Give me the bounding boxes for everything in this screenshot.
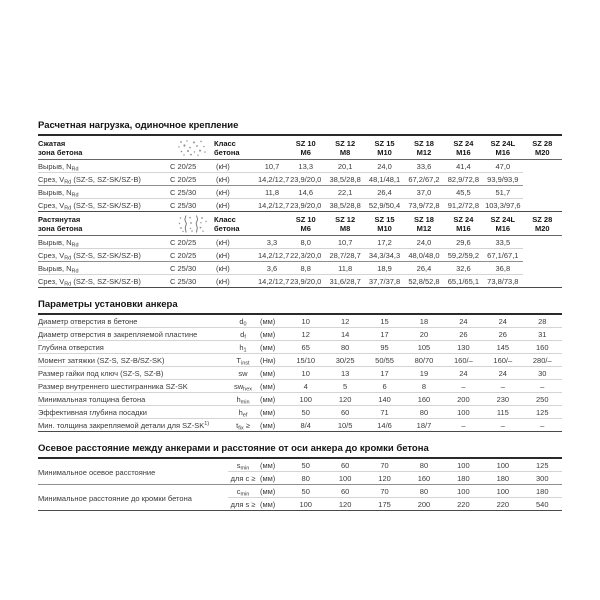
parameter-value: – — [444, 419, 483, 432]
parameter-value: 8 — [404, 380, 443, 393]
parameter-value: – — [483, 380, 522, 393]
parameter-value: 250 — [523, 393, 562, 406]
spacing-value: 100 — [496, 461, 510, 470]
load-value: 41,4 — [456, 162, 471, 171]
load-value: 38,5/28,8 — [325, 199, 364, 212]
concrete-tensioned-icon-cell — [170, 212, 214, 236]
load-value: 10,7 — [337, 238, 353, 247]
parameter-label: Диаметр отверстия в закрепляемой пластине — [38, 328, 228, 341]
spacing-value: 200 — [404, 498, 443, 511]
load-value: 82,9/72,8 — [444, 173, 483, 186]
unit: (кН) — [214, 186, 258, 199]
concrete-class: C 25/30 — [170, 275, 214, 288]
spacing-value: 180 — [483, 472, 522, 485]
install-row — [38, 367, 562, 380]
load-value: 26,4 — [365, 186, 404, 199]
column-header — [523, 136, 562, 160]
parameter-value: 120 — [325, 393, 364, 406]
section-spacing-title: Осевое расстояние между анкерами и расстояние от оси анкера до кромки бетона — [38, 443, 562, 459]
column-header — [365, 136, 404, 160]
column-header — [404, 212, 443, 236]
column-header — [404, 136, 443, 160]
zone-label: Сжатая зона бетона — [38, 136, 170, 160]
parameter-value: 5 — [325, 380, 364, 393]
thread-size: M12 — [416, 224, 432, 233]
load-value: 32,6 — [444, 262, 483, 275]
parameter-value: 100 — [444, 406, 483, 419]
load-value: 22,3/20,0 — [286, 249, 325, 262]
parameter-value: 160/– — [444, 354, 483, 367]
load-row — [38, 160, 562, 173]
spacing-value: 120 — [365, 472, 404, 485]
parameter-value: 65 — [286, 341, 325, 354]
load-value: 33,5 — [495, 238, 511, 247]
load-value: 73,8/73,8 — [483, 275, 522, 288]
load-value: 8,8 — [286, 262, 325, 275]
unit: (мм) — [258, 328, 286, 341]
zone-label: Растянутая зона бетона — [38, 212, 170, 236]
load-value: 38,5/28,8 — [325, 173, 364, 186]
parameter-value: 10 — [301, 317, 310, 326]
model-name: SZ 24L — [490, 139, 516, 148]
unit: (кН) — [216, 162, 230, 171]
column-header — [325, 136, 364, 160]
parameter-value: 130 — [444, 341, 483, 354]
load-header-row — [38, 136, 562, 160]
parameter-value: 80/70 — [404, 354, 443, 367]
parameter-label: Мин. толщина закрепляемой детали для SZ-SK$^{1)}$ — [38, 419, 228, 432]
load-value: 23,9/20,0 — [286, 275, 325, 288]
model-name: SZ 28 — [532, 215, 553, 224]
concrete-class: C 20/25 — [170, 173, 214, 186]
load-value: 65,1/65,1 — [444, 275, 483, 288]
load-value: 37,7/37,8 — [365, 275, 404, 288]
concrete-class: C 25/30 — [170, 199, 214, 212]
column-header — [444, 212, 483, 236]
parameter-value: 80 — [404, 406, 443, 419]
load-table-tensioned-zone — [38, 212, 562, 288]
unit: (мм) — [258, 393, 286, 406]
spacing-label: Минимальное расстояние до кромки бетона — [38, 485, 228, 511]
load-value: 14,2/12,7 — [258, 249, 286, 262]
load-value: 31,6/28,7 — [325, 275, 364, 288]
parameter-label: Диаметр отверстия в бетоне — [38, 317, 138, 326]
load-row-label: Срез, $V_{Rd}$ (SZ-S, SZ-SK/SZ-B) — [38, 173, 170, 186]
load-header-row — [38, 212, 562, 236]
spacing-label: Минимальное осевое расстояние — [38, 467, 156, 477]
unit: (мм) — [258, 341, 286, 354]
unit: (мм) — [258, 419, 286, 432]
parameter-symbol: $sw_{hex}$ — [228, 380, 258, 393]
spacing-row — [38, 485, 562, 498]
parameter-value: 105 — [404, 341, 443, 354]
column-header — [444, 136, 483, 160]
load-value: 8,0 — [300, 238, 311, 247]
thread-size: M8 — [339, 148, 351, 157]
model-name: SZ 12 — [335, 139, 356, 148]
load-value: 67,1/67,1 — [483, 249, 522, 262]
unit: (мм) — [260, 461, 276, 470]
parameter-value: – — [444, 380, 483, 393]
spacing-row — [38, 459, 562, 472]
load-value: 11,8 — [325, 262, 364, 275]
parameter-value: 12 — [340, 317, 350, 326]
model-name: SZ 15 — [374, 215, 395, 224]
model-name: SZ 18 — [413, 139, 434, 148]
model-name: SZ 18 — [413, 215, 434, 224]
unit: (кН) — [216, 238, 230, 247]
spacing-value: 300 — [523, 472, 562, 485]
load-value: 51,7 — [483, 186, 522, 199]
parameter-value: – — [523, 419, 562, 432]
column-header — [523, 212, 562, 236]
unit: (мм) — [258, 485, 286, 498]
thread-size: M6 — [300, 224, 311, 233]
parameter-value: 100 — [286, 393, 325, 406]
parameter-value: 30/25 — [325, 354, 364, 367]
section-install-title: Параметры установки анкера — [38, 299, 562, 315]
parameter-symbol: $T_{inst}$ — [228, 354, 258, 367]
load-value: 36,8 — [483, 262, 522, 275]
parameter-value: 31 — [523, 328, 562, 341]
load-row — [38, 186, 562, 199]
concrete-class: C 20/25 — [170, 162, 197, 171]
thread-size: M16 — [456, 224, 471, 233]
concrete-class: C 20/25 — [170, 238, 197, 247]
spacing-value: 180 — [523, 485, 562, 498]
parameter-value: 15 — [380, 317, 389, 326]
parameter-value: 50 — [286, 406, 325, 419]
model-name: SZ 10 — [295, 139, 316, 148]
unit: (кН) — [214, 173, 258, 186]
spacing-value: 60 — [340, 461, 350, 470]
parameter-value: 18/7 — [404, 419, 443, 432]
install-row — [38, 354, 562, 367]
load-value: 23,9/20,0 — [286, 173, 325, 186]
parameter-symbol: $h_{ef}$ — [228, 406, 258, 419]
parameter-symbol: $t_{fix}$ ≥ — [228, 419, 258, 432]
unit: (кН) — [214, 199, 258, 212]
spacing-symbol: $c_{min}$ — [228, 485, 258, 498]
concrete-class: C 25/30 — [170, 186, 214, 199]
parameter-value: 10/5 — [325, 419, 364, 432]
parameter-value: 10 — [286, 367, 325, 380]
load-row — [38, 236, 562, 249]
unit: (мм) — [258, 380, 286, 393]
parameter-label: Минимальная толщина бетона — [38, 393, 228, 406]
model-name: SZ 24 — [453, 139, 474, 148]
load-row — [38, 173, 562, 186]
spacing-value: 50 — [286, 485, 325, 498]
parameter-value: 24 — [483, 367, 522, 380]
unit: (мм) — [258, 498, 286, 511]
parameter-label: Размер гайки под ключ (SZ-S, SZ-B) — [38, 367, 228, 380]
spacing-value: 80 — [404, 485, 443, 498]
spacing-value: 100 — [325, 472, 364, 485]
spacing-value: 125 — [536, 461, 549, 470]
parameter-value: 24 — [498, 317, 507, 326]
parameter-value: 140 — [365, 393, 404, 406]
thread-size: M8 — [339, 224, 351, 233]
parameter-value: 17 — [365, 367, 404, 380]
load-value: 73,9/72,8 — [404, 199, 443, 212]
section-spacing — [38, 443, 562, 511]
install-row — [38, 406, 562, 419]
parameter-value: 18 — [419, 317, 429, 326]
column-header — [483, 136, 522, 160]
parameter-value: 14/6 — [365, 419, 404, 432]
spacing-value: 70 — [380, 461, 389, 470]
parameter-value: 15/10 — [286, 354, 325, 367]
parameter-symbol: $h_1$ — [228, 341, 258, 354]
parameter-label: Глубина отверстия — [38, 341, 228, 354]
concrete-class-header: Класс бетона — [214, 136, 258, 160]
load-value: 11,8 — [258, 186, 286, 199]
parameter-value: 160 — [404, 393, 443, 406]
load-value: 22,1 — [325, 186, 364, 199]
load-row-label: Срез, $V_{Rd}$ (SZ-S, SZ-SK/SZ-B) — [38, 249, 170, 262]
unit-header — [258, 212, 286, 236]
load-value: 23,9/20,0 — [286, 199, 325, 212]
spacing-value: 540 — [523, 498, 562, 511]
parameter-value: 13 — [325, 367, 364, 380]
spacing-value: 220 — [483, 498, 522, 511]
spacing-value: 100 — [483, 485, 522, 498]
load-value: 48,1/48,1 — [365, 173, 404, 186]
model-name: SZ 24L — [490, 215, 516, 224]
load-value: 18,9 — [365, 262, 404, 275]
thread-size: M6 — [300, 148, 311, 157]
model-name: SZ 28 — [532, 139, 553, 148]
parameter-value: – — [523, 380, 562, 393]
parameter-value: 14 — [325, 328, 364, 341]
parameter-value: 26 — [444, 328, 483, 341]
load-row-label: Вырыв, $N_{Rd}$ — [38, 162, 79, 173]
load-value: 3,3 — [266, 238, 278, 247]
parameter-value: 30 — [523, 367, 562, 380]
unit: (кН) — [214, 275, 258, 288]
datasheet-content — [38, 120, 562, 522]
thread-size: M16 — [456, 148, 471, 157]
load-value: 3,6 — [258, 262, 286, 275]
load-value: 14,2/12,7 — [258, 173, 286, 186]
install-row — [38, 315, 562, 328]
unit-header — [258, 136, 286, 160]
parameter-value: 60 — [325, 406, 364, 419]
concrete-class-header: Класс бетона — [214, 212, 258, 236]
spacing-value: 120 — [325, 498, 364, 511]
load-value: 26,4 — [404, 262, 443, 275]
parameter-value: 20 — [404, 328, 443, 341]
load-value: 10,7 — [264, 162, 280, 171]
load-row-label: Срез, $V_{Rd}$ (SZ-S, SZ-SK/SZ-B) — [38, 275, 170, 288]
parameter-value: 50/55 — [365, 354, 404, 367]
load-value: 29,6 — [456, 238, 471, 247]
load-value: 13,3 — [298, 162, 314, 171]
load-value: 67,2/67,2 — [404, 173, 443, 186]
section-load-title: Расчетная нагрузка, одиночное крепление — [38, 120, 562, 136]
load-value: 14,6 — [286, 186, 325, 199]
thread-size: M16 — [495, 148, 511, 157]
parameter-value: 12 — [286, 328, 325, 341]
thread-size: M10 — [377, 148, 392, 157]
spacing-symbol: $s_{min}$ — [236, 461, 250, 472]
unit: (кН) — [214, 249, 258, 262]
load-value: 52,8/52,8 — [404, 275, 443, 288]
load-value: 48,0/48,0 — [404, 249, 443, 262]
parameter-value: 24 — [444, 367, 483, 380]
thread-size: M20 — [534, 148, 550, 157]
parameter-symbol: $h_{min}$ — [228, 393, 258, 406]
unit: (кН) — [214, 262, 258, 275]
concrete-compressed-icon-cell — [170, 136, 214, 160]
thread-size: M10 — [377, 224, 392, 233]
load-value: 34,3/34,3 — [365, 249, 404, 262]
load-value: 33,6 — [416, 162, 432, 171]
parameter-value: 28 — [538, 317, 547, 326]
parameter-value: – — [483, 419, 522, 432]
spacing-table — [38, 459, 562, 511]
load-value: 103,3/97,6 — [483, 199, 522, 212]
parameter-value: 95 — [365, 341, 404, 354]
thread-size: M12 — [416, 148, 432, 157]
install-row — [38, 341, 562, 354]
parameter-label: Эффективная глубина посадки — [38, 406, 228, 419]
parameter-value: 8/4 — [286, 419, 325, 432]
parameter-symbol: $d_f$ — [228, 328, 258, 341]
parameter-value: 71 — [365, 406, 404, 419]
load-row-label: Вырыв, $N_{Rd}$ — [38, 186, 170, 199]
parameter-label: Момент затяжки (SZ-S, SZ-B/SZ-SK) — [38, 354, 228, 367]
spacing-value: 70 — [365, 485, 404, 498]
concrete-tensioned-icon — [176, 215, 208, 233]
load-value: 24,0 — [416, 238, 432, 247]
unit: (мм) — [258, 472, 286, 485]
parameter-value: 160 — [523, 341, 562, 354]
parameter-value: 24 — [459, 317, 468, 326]
load-value: 45,5 — [444, 186, 483, 199]
spacing-value: 220 — [444, 498, 483, 511]
model-name: SZ 10 — [295, 215, 316, 224]
load-row-label: Срез, $V_{Rd}$ (SZ-S, SZ-SK/SZ-B) — [38, 199, 170, 212]
unit: (Нм) — [258, 354, 286, 367]
spacing-value: 80 — [419, 461, 429, 470]
spacing-value: 175 — [365, 498, 404, 511]
spacing-value: 160 — [404, 472, 443, 485]
spacing-value: 180 — [444, 472, 483, 485]
parameter-value: 160/– — [483, 354, 522, 367]
install-parameters-table — [38, 315, 562, 432]
load-value: 91,2/72,8 — [444, 199, 483, 212]
column-header — [483, 212, 522, 236]
load-value: 28,7/28,7 — [325, 249, 364, 262]
concrete-class: C 20/25 — [170, 249, 214, 262]
load-value: 52,9/50,4 — [365, 199, 404, 212]
column-header — [365, 212, 404, 236]
load-value: 20,1 — [337, 162, 353, 171]
load-row — [38, 275, 562, 288]
section-install — [38, 299, 562, 432]
parameter-value: 145 — [483, 341, 522, 354]
install-row — [38, 380, 562, 393]
load-value: 14,2/12,7 — [258, 199, 286, 212]
parameter-value: 26 — [483, 328, 522, 341]
load-row-label: Вырыв, $N_{Rd}$ — [38, 262, 170, 275]
parameter-symbol: sw — [228, 367, 258, 380]
thread-size: M16 — [495, 224, 511, 233]
install-row — [38, 328, 562, 341]
parameter-label: Размер внутреннего шестигранника SZ-SK — [38, 380, 228, 393]
column-header — [325, 212, 364, 236]
load-value: 14,2/12,7 — [258, 275, 286, 288]
section-load — [38, 120, 562, 288]
spacing-value: 50 — [301, 461, 310, 470]
load-value: 37,0 — [404, 186, 443, 199]
load-value: 24,0 — [377, 162, 392, 171]
column-header — [286, 136, 325, 160]
spacing-symbol: для s ≥ — [228, 498, 258, 511]
load-value: 17,2 — [377, 238, 392, 247]
concrete-class: C 25/30 — [170, 262, 214, 275]
spacing-value: 100 — [444, 485, 483, 498]
parameter-value: 19 — [404, 367, 443, 380]
install-row — [38, 419, 562, 432]
unit: (мм) — [258, 367, 286, 380]
load-table-compressed-zone — [38, 136, 562, 212]
parameter-value: 4 — [286, 380, 325, 393]
load-value: 59,2/59,2 — [444, 249, 483, 262]
parameter-value: 200 — [444, 393, 483, 406]
parameter-value: 80 — [325, 341, 364, 354]
spacing-value: 100 — [286, 498, 325, 511]
spacing-symbol: для c ≥ — [228, 472, 258, 485]
unit: (мм) — [258, 406, 286, 419]
install-row — [38, 393, 562, 406]
concrete-compressed-icon — [176, 139, 208, 157]
load-row — [38, 199, 562, 212]
load-row — [38, 262, 562, 275]
parameter-value: 125 — [523, 406, 562, 419]
load-value: 47,0 — [495, 162, 511, 171]
parameter-symbol: $d_0$ — [239, 317, 247, 328]
model-name: SZ 12 — [335, 215, 356, 224]
load-row — [38, 249, 562, 262]
thread-size: M20 — [534, 224, 550, 233]
load-value: 93,9/93,9 — [483, 173, 522, 186]
spacing-value: 60 — [325, 485, 364, 498]
parameter-value: 17 — [365, 328, 404, 341]
load-row-label: Вырыв, $N_{Rd}$ — [38, 238, 79, 249]
parameter-value: 230 — [483, 393, 522, 406]
parameter-value: 280/– — [523, 354, 562, 367]
model-name: SZ 24 — [453, 215, 474, 224]
parameter-value: 6 — [365, 380, 404, 393]
model-name: SZ 15 — [374, 139, 395, 148]
parameter-value: 115 — [483, 406, 522, 419]
spacing-value: 80 — [286, 472, 325, 485]
unit: (мм) — [260, 317, 276, 326]
column-header — [286, 212, 325, 236]
spacing-value: 100 — [457, 461, 470, 470]
